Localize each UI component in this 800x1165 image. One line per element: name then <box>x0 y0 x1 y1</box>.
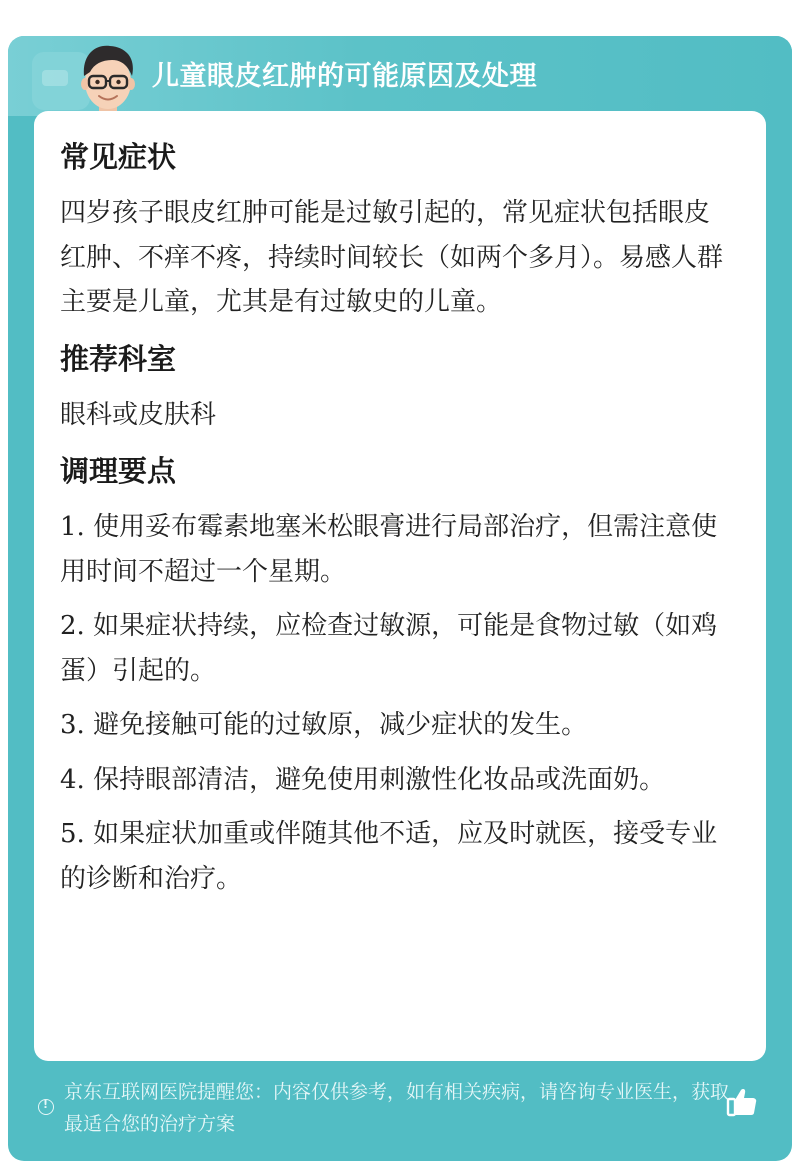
list-item: 5. 如果症状加重或伴随其他不适，应及时就医，接受专业的诊断和治疗。 <box>60 819 718 894</box>
symptoms-text: 四岁孩子眼皮红肿可能是过敏引起的，常见症状包括眼皮红肿、不痒不疼，持续时间较长（如两个多月）。易感人群主要是儿童，尤其是有过敏史的儿童。 <box>60 198 724 317</box>
department-text: 眼科或皮肤科 <box>60 399 217 430</box>
article-card <box>8 36 792 1161</box>
section-heading-care: 调理要点 <box>60 454 177 488</box>
section-heading-symptoms: 常见症状 <box>60 140 177 174</box>
list-item: 2. 如果症状持续，应检查过敏源，可能是食物过敏（如鸡蛋）引起的。 <box>60 611 718 686</box>
content-panel <box>34 111 766 1061</box>
info-icon <box>38 1099 54 1115</box>
section-heading-department: 推荐科室 <box>60 341 177 376</box>
page-title: 儿童眼皮红肿的可能原因及处理 <box>152 61 537 92</box>
thumbs-up-icon[interactable] <box>724 1084 760 1120</box>
list-item: 4. 保持眼部清洁，避免使用刺激性化妆品或洗面奶。 <box>60 764 666 795</box>
list-item: 1. 使用妥布霉素地塞米松眼膏进行局部治疗，但需注意使用时间不超过一个星期。 <box>60 512 718 587</box>
list-item: 3. 避免接触可能的过敏原，减少症状的发生。 <box>60 710 588 740</box>
disclaimer-text: 京东互联网医院提醒您：内容仅供参考，如有相关疾病，请咨询专业医生，获取最适合您的治疗方案 <box>64 1081 730 1135</box>
